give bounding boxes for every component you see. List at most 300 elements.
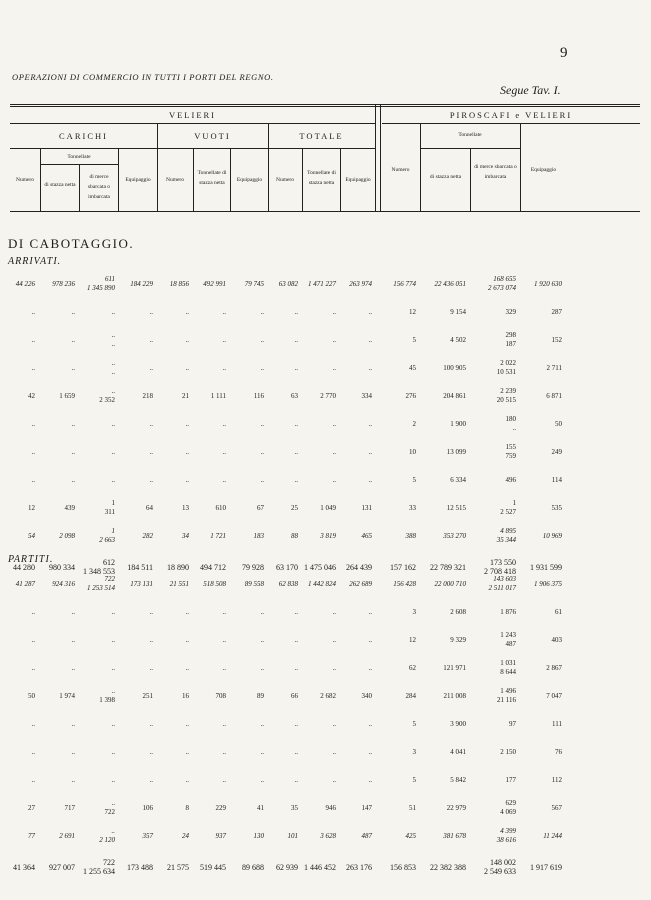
cell-line: 2 663 [99, 536, 115, 544]
cell-carichi-stazza: .. [71, 475, 75, 484]
cell-totale-stazza: 1 471 227 [308, 279, 336, 288]
cell-carichi-numero: .. [31, 419, 35, 428]
cell-carichi-stazza: .. [71, 775, 75, 784]
table-row [0, 466, 565, 494]
col-stazza-netta: di stazza netta [44, 182, 76, 188]
cell-line: 2 120 [99, 836, 115, 844]
cell-vuoti-numero: .. [185, 335, 189, 344]
cell-carichi-equipaggio: .. [149, 635, 153, 644]
header-totale: TOTALE [299, 131, 344, 141]
cell-line: .. [512, 424, 516, 432]
cell-totale-equipaggio: 263 974 [349, 279, 372, 288]
cell-vuoti-stazza: .. [222, 475, 226, 484]
cell-pv-stazza: 353 270 [443, 531, 466, 540]
cell-pv-numero: 156 853 [390, 862, 416, 872]
cell-pv-equipaggio: 112 [551, 775, 562, 784]
cell-vuoti-numero: .. [185, 775, 189, 784]
cell-line: 2 239 [500, 387, 516, 395]
cell-pv-merce: 1 876 [500, 607, 516, 616]
cell-pv-numero: 5 [412, 335, 416, 344]
cell-totale-equipaggio: 263 176 [346, 862, 372, 872]
cell-carichi-numero: 50 [28, 691, 35, 700]
cell-totale-stazza: .. [332, 607, 336, 616]
cell-line: 298 [505, 331, 516, 339]
cell-line: 722 [103, 858, 115, 867]
cell-vuoti-numero: .. [185, 663, 189, 672]
cell-carichi-equipaggio: .. [149, 719, 153, 728]
cell-totale-equipaggio: 465 [361, 531, 372, 540]
cell-vuoti-equipaggio: 41 [257, 803, 264, 812]
table-row [0, 298, 565, 326]
cell-line: 1 496 [500, 687, 516, 695]
group-label-partiti: PARTITI. [8, 554, 54, 565]
cell-carichi-numero: .. [31, 635, 35, 644]
cell-carichi-numero: .. [31, 719, 35, 728]
cell-carichi-stazza: 980 334 [49, 562, 75, 572]
cell-pv-stazza: 3 900 [450, 719, 466, 728]
cell-vuoti-equipaggio: 79 928 [242, 562, 264, 572]
cell-line: .. [111, 387, 115, 395]
data-table-arrivati [0, 270, 565, 584]
cell-carichi-stazza: .. [71, 335, 75, 344]
header-bottom-rule [10, 211, 640, 212]
cell-line: 311 [104, 508, 115, 516]
cell-pv-numero: 51 [409, 803, 416, 812]
cell-pv-merce [469, 270, 519, 298]
cell-vuoti-numero: 21 551 [169, 579, 189, 588]
cell-carichi-equipaggio: .. [149, 747, 153, 756]
cell-pv-numero: 12 [409, 307, 416, 316]
cell-pv-merce [469, 494, 519, 522]
cell-carichi-stazza: .. [71, 719, 75, 728]
cell-totale-stazza: .. [332, 363, 336, 372]
page-title: OPERAZIONI DI COMMERCIO IN TUTTI I PORTI DEL REGNO. [12, 72, 274, 82]
cell-pv-equipaggio: 1 906 375 [534, 579, 562, 588]
cell-vuoti-numero: .. [185, 307, 189, 316]
cell-totale-numero: .. [294, 719, 298, 728]
cell-totale-equipaggio: .. [368, 719, 372, 728]
cell-totale-stazza: 1 446 452 [304, 862, 336, 872]
cell-carichi-merce: .. [111, 719, 115, 728]
cell-totale-stazza: .. [332, 475, 336, 484]
cell-line: .. [111, 368, 115, 376]
cell-line: 2 673 074 [488, 284, 516, 292]
cell-pv-stazza: 12 515 [446, 503, 466, 512]
col-tonnellate-stazza: Tonnellate di stazza netta [197, 170, 227, 186]
cell-carichi-equipaggio: .. [149, 363, 153, 372]
cell-vuoti-equipaggio: .. [260, 719, 264, 728]
cell-totale-numero: 66 [291, 691, 298, 700]
cell-totale-stazza: .. [332, 775, 336, 784]
cell-carichi-stazza: .. [71, 447, 75, 456]
cell-vuoti-equipaggio: 79 745 [244, 279, 264, 288]
cell-pv-merce [469, 626, 519, 654]
cell-pv-numero: 2 [412, 419, 416, 428]
cell-pv-merce [469, 354, 519, 382]
cell-pv-numero: 388 [405, 531, 416, 540]
cell-totale-equipaggio: .. [368, 607, 372, 616]
cell-pv-stazza: 4 502 [450, 335, 466, 344]
cell-pv-equipaggio: 2 711 [546, 363, 562, 372]
cell-pv-numero: 10 [409, 447, 416, 456]
cell-line: 487 [505, 640, 516, 648]
cell-pv-merce [469, 654, 519, 682]
cell-carichi-equipaggio: .. [149, 663, 153, 672]
header-top-rule [10, 104, 640, 105]
cell-carichi-numero: .. [31, 747, 35, 756]
cell-pv-stazza: 13 099 [446, 447, 466, 456]
cell-vuoti-numero: .. [185, 719, 189, 728]
table-continuation-label: Segue Tav. I. [500, 83, 561, 97]
cell-pv-numero: 5 [412, 475, 416, 484]
cell-line: 8 644 [500, 668, 516, 676]
cell-carichi-equipaggio: .. [149, 335, 153, 344]
cell-pv-numero: 284 [405, 691, 416, 700]
cell-pv-numero: 45 [409, 363, 416, 372]
cell-vuoti-stazza: 708 [215, 691, 226, 700]
cell-carichi-merce [78, 270, 118, 298]
cell-line: 155 [505, 443, 516, 451]
cell-line: 611 [105, 275, 115, 283]
cell-pv-equipaggio: 114 [551, 475, 562, 484]
group-label-arrivati: ARRIVATI. [8, 256, 62, 267]
cell-pv-merce: 329 [505, 307, 516, 316]
cell-carichi-numero: .. [31, 335, 35, 344]
page-number: 9 [560, 45, 568, 61]
cell-carichi-numero: 54 [28, 531, 35, 540]
cell-pv-equipaggio: 535 [551, 503, 562, 512]
cell-pv-merce [469, 794, 519, 822]
cell-vuoti-stazza: 610 [215, 503, 226, 512]
cell-pv-stazza: 100 905 [443, 363, 466, 372]
col-numero: Numero [275, 177, 295, 183]
table-row [0, 410, 565, 438]
col-numero: Numero [15, 177, 35, 183]
cell-line: 173 550 [490, 558, 516, 567]
cell-carichi-merce [78, 682, 118, 710]
cell-carichi-merce [78, 382, 118, 410]
table-row [0, 326, 565, 354]
cell-pv-equipaggio: 7 047 [546, 691, 562, 700]
cell-totale-stazza: .. [332, 447, 336, 456]
cell-vuoti-equipaggio: .. [260, 663, 264, 672]
cell-vuoti-equipaggio: 183 [253, 531, 264, 540]
col-merce: di merce sbarcata o imbarcata [474, 164, 517, 180]
table-row [0, 626, 565, 654]
cell-totale-equipaggio: .. [368, 419, 372, 428]
cell-carichi-numero: .. [31, 307, 35, 316]
cell-carichi-merce [78, 570, 118, 598]
table-row [0, 570, 565, 598]
cell-carichi-merce [78, 326, 118, 354]
cell-totale-equipaggio: 487 [361, 831, 372, 840]
cell-totale-numero: .. [294, 447, 298, 456]
cell-carichi-numero: 41 364 [13, 862, 35, 872]
cell-line: .. [111, 331, 115, 339]
table-row [0, 794, 565, 822]
table-row [0, 598, 565, 626]
cell-totale-numero: 35 [291, 803, 298, 812]
header-carichi: CARICHI [59, 131, 108, 141]
cell-vuoti-numero: 13 [182, 503, 189, 512]
cell-vuoti-numero: .. [185, 447, 189, 456]
cell-carichi-stazza: 1 974 [59, 691, 75, 700]
cell-pv-numero: 33 [409, 503, 416, 512]
cell-vuoti-numero: 18 890 [167, 562, 189, 572]
col-numero: Numero [391, 167, 410, 173]
cell-vuoti-equipaggio: .. [260, 607, 264, 616]
cell-pv-equipaggio: 403 [551, 635, 562, 644]
cell-totale-stazza: 1 442 824 [308, 579, 336, 588]
cell-pv-merce [469, 682, 519, 710]
col-equipaggio: Equipaggio [345, 177, 371, 183]
cell-vuoti-equipaggio: 67 [257, 503, 264, 512]
cell-line: 180 [505, 415, 516, 423]
cell-pv-numero: 5 [412, 719, 416, 728]
cell-totale-numero: 63 082 [278, 279, 298, 288]
cell-pv-stazza: 22 979 [446, 803, 466, 812]
cell-line: 2 527 [500, 508, 516, 516]
cell-totale-stazza: 946 [325, 803, 336, 812]
data-table-partiti [0, 570, 565, 884]
cell-line: 1 031 [500, 659, 516, 667]
cell-totale-equipaggio: .. [368, 747, 372, 756]
table-row [0, 438, 565, 466]
cell-pv-equipaggio: 152 [551, 335, 562, 344]
cell-carichi-merce: .. [111, 747, 115, 756]
cell-pv-equipaggio: 1 917 619 [530, 862, 562, 872]
cell-pv-merce [469, 822, 519, 850]
col-merce: di merce sbarcata o imbarcata [87, 174, 111, 200]
cell-pv-stazza: 5 842 [450, 775, 466, 784]
cell-carichi-numero: .. [31, 775, 35, 784]
cell-totale-numero: .. [294, 307, 298, 316]
cell-carichi-equipaggio: .. [149, 475, 153, 484]
cell-vuoti-stazza: 518 508 [203, 579, 226, 588]
cell-vuoti-numero: 34 [182, 531, 189, 540]
cell-totale-equipaggio: .. [368, 307, 372, 316]
cell-totale-equipaggio: .. [368, 447, 372, 456]
cell-carichi-merce [78, 850, 118, 884]
cell-carichi-stazza: .. [71, 307, 75, 316]
cell-carichi-merce: .. [111, 607, 115, 616]
cell-pv-equipaggio: 6 871 [546, 391, 562, 400]
cell-carichi-merce: .. [111, 419, 115, 428]
col-stazza-netta: di stazza netta [429, 174, 462, 180]
cell-pv-equipaggio: 61 [555, 607, 562, 616]
cell-pv-numero: 12 [409, 635, 416, 644]
cell-vuoti-numero: .. [185, 419, 189, 428]
cell-totale-numero: .. [294, 335, 298, 344]
table-row [0, 382, 565, 410]
cell-carichi-merce: .. [111, 663, 115, 672]
cell-carichi-equipaggio: 282 [142, 531, 153, 540]
cell-vuoti-stazza: 519 445 [200, 862, 226, 872]
cell-vuoti-stazza: .. [222, 607, 226, 616]
cell-carichi-equipaggio: .. [149, 419, 153, 428]
cell-line: 1 348 553 [83, 567, 115, 576]
cell-carichi-equipaggio: 64 [146, 503, 153, 512]
table-row [0, 654, 565, 682]
cell-vuoti-equipaggio: 89 558 [244, 579, 264, 588]
cell-totale-numero: .. [294, 607, 298, 616]
cell-totale-equipaggio: .. [368, 335, 372, 344]
cell-line: 1 [111, 527, 115, 535]
cell-vuoti-equipaggio: 89 [257, 691, 264, 700]
velieri-rule [10, 123, 375, 124]
cell-totale-stazza: .. [332, 747, 336, 756]
cell-totale-stazza: .. [332, 719, 336, 728]
col-numero: Numero [165, 177, 185, 183]
cell-line: 1 255 634 [83, 867, 115, 876]
cell-carichi-equipaggio: 184 229 [130, 279, 153, 288]
cell-line: 1 [111, 499, 115, 507]
cell-totale-stazza: .. [332, 635, 336, 644]
cell-pv-numero: 157 162 [390, 562, 416, 572]
cell-pv-numero: 3 [412, 607, 416, 616]
cell-pv-equipaggio: 249 [551, 447, 562, 456]
cell-vuoti-equipaggio: .. [260, 635, 264, 644]
cell-line: 722 [104, 575, 115, 583]
cell-totale-equipaggio: 340 [361, 691, 372, 700]
cell-totale-equipaggio: 147 [361, 803, 372, 812]
col-tonnellate: Tonnellate [458, 132, 482, 138]
cell-totale-equipaggio: .. [368, 635, 372, 644]
cell-vuoti-stazza: .. [222, 719, 226, 728]
cell-carichi-numero: 12 [28, 503, 35, 512]
table-row [0, 710, 565, 738]
cell-pv-equipaggio: 567 [551, 803, 562, 812]
col-equipaggio: Equipaggio [530, 167, 557, 173]
cell-totale-numero: .. [294, 747, 298, 756]
cell-totale-numero: 62 838 [278, 579, 298, 588]
cell-carichi-merce [78, 354, 118, 382]
cell-carichi-numero: 44 280 [13, 562, 35, 572]
cell-pv-equipaggio: 76 [555, 747, 562, 756]
cell-totale-numero: 62 939 [276, 862, 298, 872]
cell-line: 187 [505, 340, 516, 348]
cell-pv-merce [469, 410, 519, 438]
cell-pv-merce [469, 382, 519, 410]
cell-totale-numero: .. [294, 419, 298, 428]
cell-line: 35 344 [496, 536, 516, 544]
table-row [0, 522, 565, 550]
cell-pv-equipaggio: 287 [551, 307, 562, 316]
cell-pv-equipaggio: 1 920 630 [534, 279, 562, 288]
cell-totale-numero: .. [294, 663, 298, 672]
cell-carichi-merce: .. [111, 635, 115, 644]
cell-line: 612 [103, 558, 115, 567]
cell-vuoti-stazza: 492 991 [203, 279, 226, 288]
cell-vuoti-stazza: .. [222, 663, 226, 672]
cell-line: 1 345 890 [87, 284, 115, 292]
cell-carichi-equipaggio: .. [149, 447, 153, 456]
cell-line: 2 549 633 [484, 867, 516, 876]
cell-totale-stazza: 1 049 [320, 503, 336, 512]
cell-totale-numero: 63 170 [276, 562, 298, 572]
cell-vuoti-numero: .. [185, 747, 189, 756]
cell-pv-merce: 177 [505, 775, 516, 784]
cell-pv-merce: 97 [509, 719, 516, 728]
cell-line: .. [111, 799, 115, 807]
cell-carichi-equipaggio: 173 131 [130, 579, 153, 588]
cell-vuoti-stazza: .. [222, 747, 226, 756]
cell-pv-merce [469, 438, 519, 466]
header-vuoti: VUOTI [194, 131, 231, 141]
cell-pv-merce: 2 150 [500, 747, 516, 756]
col-tonnellate: Tonnellate [67, 154, 91, 160]
cell-totale-equipaggio: .. [368, 663, 372, 672]
cell-vuoti-stazza: 1 111 [210, 391, 226, 400]
cell-vuoti-stazza: 229 [215, 803, 226, 812]
cell-totale-numero: 101 [287, 831, 298, 840]
table-row [0, 270, 565, 298]
col-equipaggio: Equipaggio [125, 177, 151, 183]
cell-line: 4 895 [500, 527, 516, 535]
cell-pv-numero: 156 774 [393, 279, 416, 288]
cell-carichi-merce: .. [111, 775, 115, 784]
cell-vuoti-numero: .. [185, 635, 189, 644]
cell-vuoti-stazza: 1 721 [210, 531, 226, 540]
cell-carichi-merce [78, 794, 118, 822]
cell-carichi-stazza: .. [71, 419, 75, 428]
cell-carichi-stazza: 439 [64, 503, 75, 512]
cell-vuoti-equipaggio: 130 [253, 831, 264, 840]
cell-totale-numero: .. [294, 475, 298, 484]
cell-vuoti-numero: 24 [182, 831, 189, 840]
cell-line: 2 511 017 [488, 584, 516, 592]
table-row [0, 354, 565, 382]
cell-pv-merce [469, 522, 519, 550]
cell-carichi-stazza: .. [71, 747, 75, 756]
cell-line: 1 243 [500, 631, 516, 639]
cell-vuoti-numero: .. [185, 607, 189, 616]
table-row [0, 494, 565, 522]
cell-totale-stazza: .. [332, 419, 336, 428]
cell-carichi-numero: .. [31, 663, 35, 672]
cell-vuoti-equipaggio: .. [260, 335, 264, 344]
cell-pv-equipaggio: 11 244 [543, 831, 562, 840]
cell-totale-stazza: 1 475 046 [304, 562, 336, 572]
cell-carichi-equipaggio: 357 [142, 831, 153, 840]
header-velieri: VELIERI [168, 110, 217, 120]
cell-vuoti-equipaggio: .. [260, 747, 264, 756]
table-row [0, 682, 565, 710]
cell-carichi-merce [78, 822, 118, 850]
cell-totale-equipaggio: 131 [361, 503, 372, 512]
cell-carichi-numero: .. [31, 607, 35, 616]
cell-carichi-stazza: 2 098 [59, 531, 75, 540]
cell-vuoti-numero: 8 [185, 803, 189, 812]
cell-line: 759 [505, 452, 516, 460]
cell-line: 21 116 [497, 696, 516, 704]
cell-vuoti-stazza: .. [222, 419, 226, 428]
header-piroscafi-velieri: PIROSCAFI e VELIERI [449, 110, 573, 120]
cell-vuoti-equipaggio: .. [260, 447, 264, 456]
cell-carichi-stazza: 717 [64, 803, 75, 812]
cell-vuoti-equipaggio: .. [260, 419, 264, 428]
cell-line: 1 253 514 [87, 584, 115, 592]
cell-line: 4 399 [500, 827, 516, 835]
cell-vuoti-numero: .. [185, 363, 189, 372]
cell-vuoti-numero: 18 856 [169, 279, 189, 288]
cell-carichi-numero: 41 287 [15, 579, 35, 588]
cell-pv-numero: 425 [405, 831, 416, 840]
cell-totale-numero: 63 [291, 391, 298, 400]
col-divider [79, 164, 80, 211]
table-row [0, 738, 565, 766]
cell-pv-stazza: 22 382 388 [430, 862, 466, 872]
